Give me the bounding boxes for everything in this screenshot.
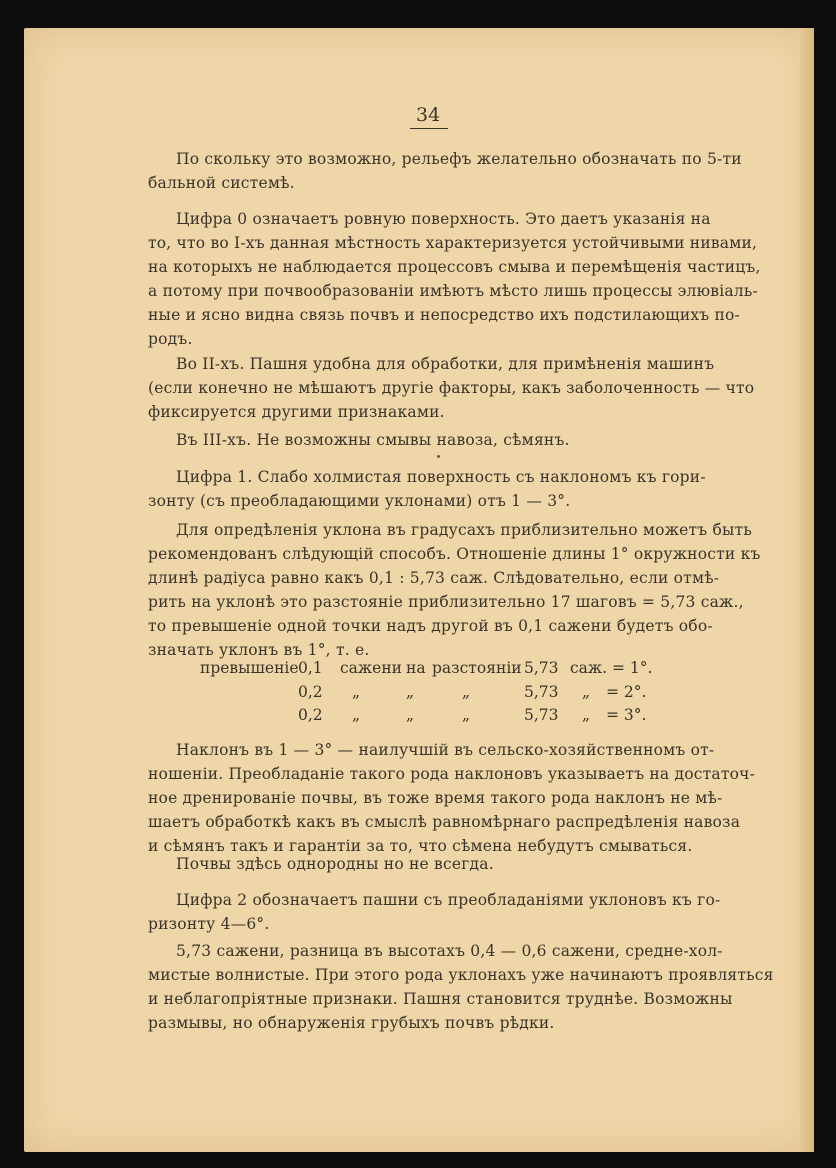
table-prep: на <box>406 659 426 677</box>
text-line: рекомендованъ слѣдующій способъ. Отношеніе длины 1° окружности къ <box>148 545 761 563</box>
text-line: ношеніи. Преобладаніе такого рода наклоновъ указываетъ на достаточ- <box>148 765 756 783</box>
table-value: 0,2 <box>298 683 323 701</box>
text-line: родъ. <box>148 330 193 348</box>
text-line: на которыхъ не наблюдается процессовъ смыва и перемѣщенія частицъ, <box>148 258 761 276</box>
table-dist: 5,73 <box>524 659 559 677</box>
text-line: Въ III-хъ. Не возможны смывы навоза, сѣмянъ. <box>176 431 570 449</box>
text-line: ное дренированіе почвы, въ тоже время такого рода наклонъ не мѣ- <box>148 789 723 807</box>
paragraph-best-slope <box>148 738 756 858</box>
text-line: бальной системѣ. <box>148 174 295 192</box>
text-line: мистые волнистые. При этого рода уклонахъ уже начинаютъ проявляться <box>148 966 774 984</box>
paragraph-secondly <box>148 352 755 424</box>
text-line: то, что во I-хъ данная мѣстность характеризуется устойчивыми нивами, <box>148 234 758 252</box>
paragraph-slope-method <box>148 518 761 662</box>
table-value: 0,2 <box>298 706 323 724</box>
table-dist-unit: „ <box>582 706 591 724</box>
paragraph-thirdly <box>148 428 700 452</box>
table-result: = 3°. <box>606 706 647 724</box>
table-result: = 1°. <box>612 659 653 677</box>
table-unit: „ <box>352 706 361 724</box>
table-dist-label: „ <box>462 706 471 724</box>
table-prep: „ <box>406 706 415 724</box>
text-line: и сѣмянъ такъ и гарантіи за то, что сѣмена небудутъ смываться. <box>148 837 693 855</box>
text-line: Для опредѣленія уклона въ градусахъ приблизительно можетъ быть <box>176 521 752 539</box>
text-line: и неблагопріятные признаки. Пашня становится труднѣе. Возможны <box>148 990 733 1008</box>
table-prep: „ <box>406 683 415 701</box>
paragraph-soils-uniform <box>148 852 700 876</box>
text-line: длинѣ радіуса равно какъ 0,1 : 5,73 саж. Слѣдовательно, если отмѣ- <box>148 569 720 587</box>
table-dist-unit: „ <box>582 683 591 701</box>
text-line: По скольку это возможно, рельефъ желательно обозначать по 5-ти <box>176 150 742 168</box>
text-line: рить на уклонѣ это разстояніе приблизительно 17 шаговъ = 5,73 саж., <box>148 593 744 611</box>
paragraph-digit-one <box>148 465 706 513</box>
text-line: (если конечно не мѣшаютъ другіе факторы, какъ заболоченность — что <box>148 379 755 397</box>
text-line: а потому при почвообразованіи имѣютъ мѣсто лишь процессы элювіаль- <box>148 282 758 300</box>
paragraph-digit-zero <box>148 207 761 351</box>
text-line: размывы, но обнаруженія грубыхъ почвъ рѣдки. <box>148 1014 555 1032</box>
paragraph-digit-two <box>148 888 721 936</box>
table-value: 0,1 <box>298 659 323 677</box>
table-label: превышеніе <box>200 659 299 677</box>
table-result: = 2°. <box>606 683 647 701</box>
text-line: Во II-хъ. Пашня удобна для обработки, для примѣненія машинъ <box>176 355 715 373</box>
table-dist-label: „ <box>462 683 471 701</box>
table-unit: сажени <box>340 659 403 677</box>
paragraph-relief-system <box>148 147 742 195</box>
text-line: значать уклонъ въ 1°, т. е. <box>148 641 370 659</box>
text-line: фиксируется другими признаками. <box>148 403 445 421</box>
text-line: шаетъ обработкѣ какъ въ смыслѣ равномѣрнаго распредѣленія навоза <box>148 813 741 831</box>
table-dist: 5,73 <box>524 706 559 724</box>
text-line: ризонту 4—6°. <box>148 915 270 933</box>
table-unit: „ <box>352 683 361 701</box>
text-line: Почвы здѣсь однородны но не всегда. <box>176 855 494 873</box>
text-line: 5,73 сажени, разница въ высотахъ 0,4 — 0,6 сажени, средне-хол- <box>176 942 723 960</box>
text-line: то превышеніе одной точки надъ другой въ 0,1 сажени будетъ обо- <box>148 617 713 635</box>
table-dist: 5,73 <box>524 683 559 701</box>
ink-speck <box>437 455 440 458</box>
text-line: зонту (съ преобладающими уклонами) отъ 1 — 3°. <box>148 492 571 510</box>
text-line: ные и ясно видна связь почвъ и непосредство ихъ подстилающихъ по- <box>148 306 740 324</box>
table-dist-unit: саж. <box>570 659 608 677</box>
table-dist-label: разстояніи <box>432 659 522 677</box>
text-line: Наклонъ въ 1 — 3° — наилучшій въ сельско-хозяйственномъ от- <box>176 741 715 759</box>
text-line: Цифра 2 обозначаетъ пашни съ преобладаніями уклоновъ къ го- <box>176 891 721 909</box>
page-number-underline <box>410 128 448 129</box>
paragraph-height-difference <box>148 939 774 1035</box>
text-line: Цифра 0 означаетъ ровную поверхность. Это даетъ указанія на <box>176 210 711 228</box>
text-line: Цифра 1. Слабо холмистая поверхность съ наклономъ къ гори- <box>176 468 706 486</box>
page-edge <box>800 28 814 1152</box>
page-number: 34 <box>416 104 441 126</box>
